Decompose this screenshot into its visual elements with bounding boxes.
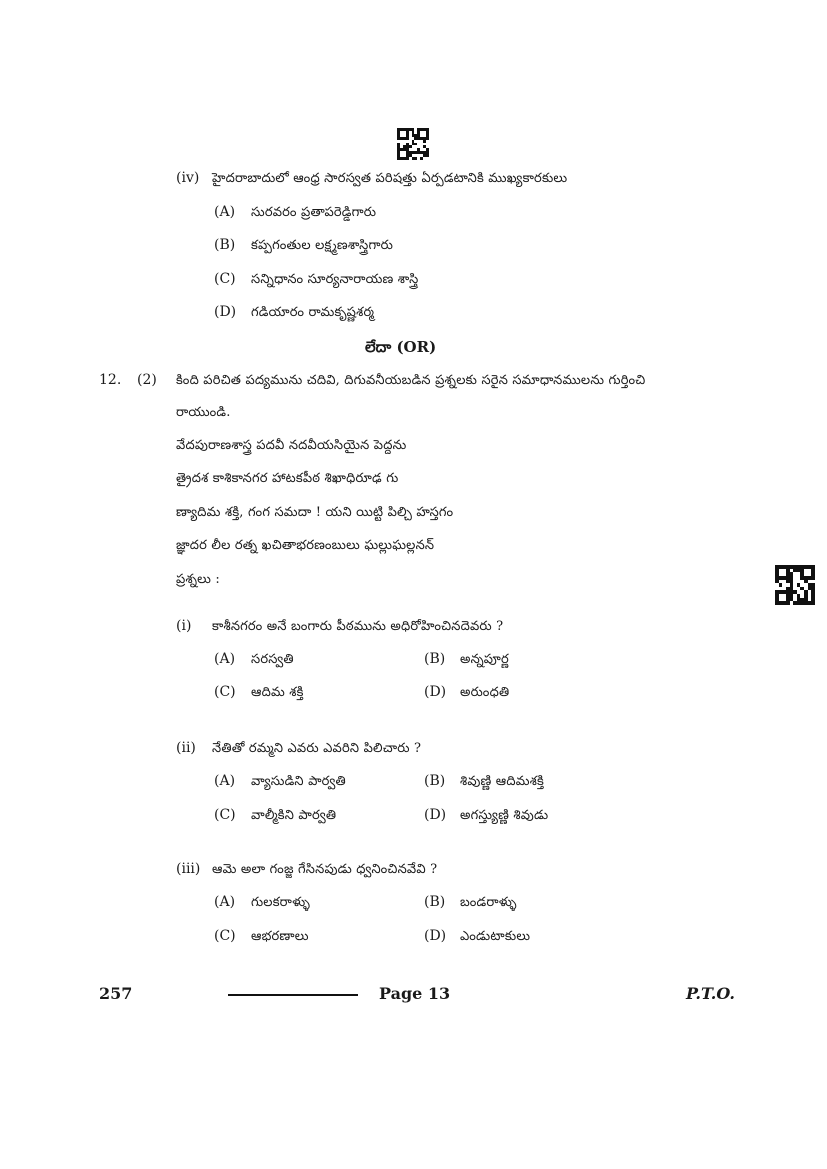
- option-text: కప్పగంతుల లక్ష్మణశాస్త్రిగారు: [251, 238, 394, 253]
- option-text: ఆభరణాలు: [251, 929, 309, 944]
- subquestion-number: (iii): [176, 861, 201, 877]
- subquestion-number: (ii): [176, 740, 196, 756]
- subquestion-text: ఆమె అలా గంజ్జ గేసినపుడు ధ్వనించినవేవి ?: [212, 862, 438, 877]
- option-letter: (C): [214, 684, 236, 700]
- poem-line: వేదపురాణశాస్త్ర పదవీ నదవీయసియైన పెద్దను: [176, 438, 407, 453]
- option-letter: (D): [214, 304, 237, 320]
- option-letter: (D): [424, 807, 447, 823]
- option-letter: (C): [214, 271, 236, 287]
- option-text: అరుంధతి: [460, 685, 510, 700]
- option-letter: (B): [424, 651, 446, 667]
- option-letter: (D): [424, 684, 447, 700]
- or-separator: లేదా (OR): [365, 338, 437, 356]
- option-text: శివుణ్ణి ఆదిమశక్తి: [460, 774, 545, 789]
- option-letter: (A): [214, 773, 236, 789]
- question-number: (iv): [176, 170, 200, 186]
- option-letter: (A): [214, 651, 236, 667]
- option-letter: (B): [424, 894, 446, 910]
- option-text: గులకరాళ్ళు: [251, 895, 311, 910]
- page-number: Page 13: [379, 984, 451, 1003]
- paper-code: 257: [99, 984, 133, 1003]
- option-letter: (A): [214, 204, 236, 220]
- option-text: వాల్మీకిని పార్వతి: [251, 808, 337, 823]
- questions-label: ప్రశ్నలు :: [176, 572, 220, 587]
- option-letter: (A): [214, 894, 236, 910]
- qr-code-top: [397, 128, 429, 160]
- question-12-sub: (2): [137, 372, 157, 388]
- option-letter: (B): [214, 237, 236, 253]
- option-text: సన్నిధానం సూర్యనారాయణ శాస్త్రి: [251, 272, 419, 287]
- question-12-number: 12.: [99, 372, 122, 388]
- question-text: హైదరాబాదులో ఆంధ్ర సారస్వత పరిషత్తు ఏర్పడటానికి ముఖ్యకారకులు: [212, 171, 568, 186]
- qr-code-side: [775, 565, 815, 605]
- option-text: బండరాళ్ళు: [460, 895, 517, 910]
- option-letter: (B): [424, 773, 446, 789]
- subquestion-number: (i): [176, 618, 192, 634]
- instruction-text-continued: రాయుండి.: [176, 405, 231, 420]
- subquestion-text: కాశీనగరం అనే బంగారు పీఠమును అధిరోహించినదెవరు ?: [212, 619, 504, 634]
- instruction-text: కింది పరిచిత పద్యమును చదివి, దిగువనీయబడిన ప్రశ్నలకు సరైన సమాధానములను గుర్తించి: [176, 373, 646, 388]
- option-text: ఆదిమ శక్తి: [251, 685, 304, 700]
- poem-line: జ్ఞాదర లీల రత్న ఖచితాభరణంబులు ఘల్లుఘల్లనన్: [176, 538, 435, 553]
- pto-label: P.T.O.: [686, 984, 735, 1003]
- option-text: వ్యాసుడిని పార్వతి: [251, 774, 346, 789]
- option-text: సురవరం ప్రతాపరెడ్డిగారు: [251, 205, 377, 220]
- option-text: అగస్త్యుణ్ణి శివుడు: [460, 808, 549, 823]
- option-text: అన్నపూర్ణ: [460, 652, 509, 667]
- option-letter: (D): [424, 928, 447, 944]
- subquestion-text: నేతితో రమ్మని ఎవరు ఎవరిని పిలిచారు ?: [212, 741, 422, 756]
- option-text: ఎండుటాకులు: [460, 929, 531, 944]
- poem-line: ణ్యాదిమ శక్తి, గంగ సమదా ! యని యిట్టి పిల్చి హస్తగం: [176, 505, 454, 520]
- poem-line: త్రైదశ కాశికానగర హాటకపీఠ శిఖాధిరూఢ గు: [176, 471, 399, 486]
- option-letter: (C): [214, 807, 236, 823]
- footer-rule: [228, 994, 358, 996]
- option-text: సరస్వతి: [251, 652, 294, 667]
- option-letter: (C): [214, 928, 236, 944]
- option-text: గడియారం రామకృష్ణశర్మ: [251, 305, 375, 320]
